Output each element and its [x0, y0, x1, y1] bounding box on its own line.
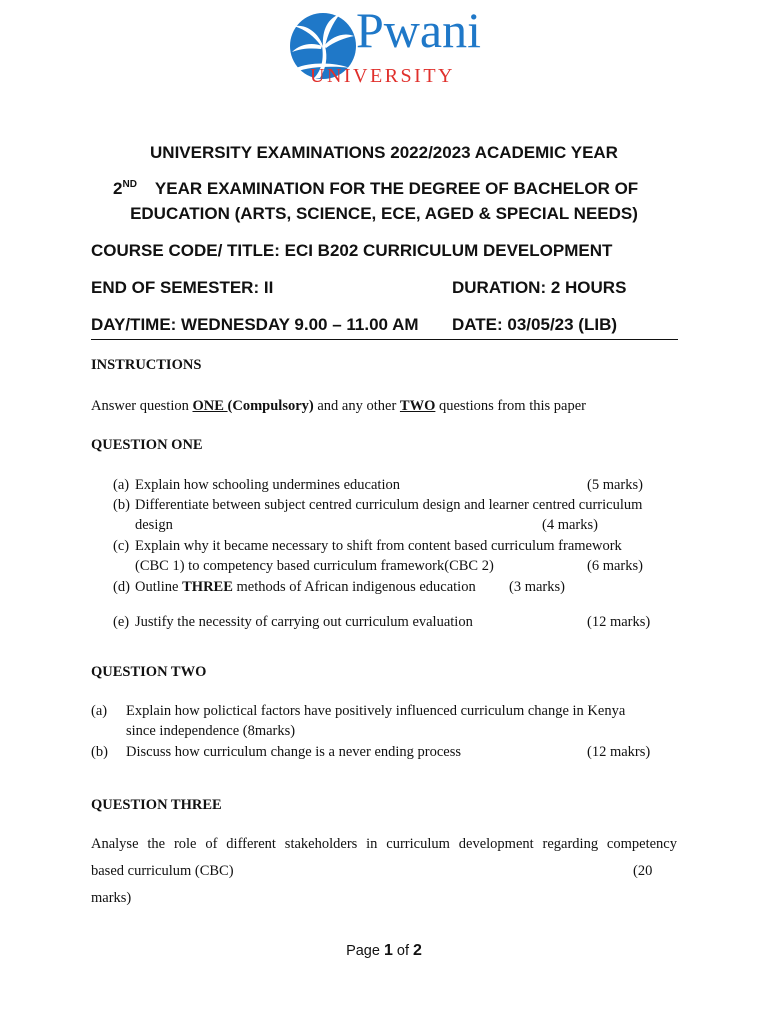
q1-c-label: (c): [113, 538, 130, 554]
instr-two: TWO: [399, 398, 436, 414]
semester: END OF SEMESTER: II: [91, 278, 274, 297]
q1-e-label: (e): [113, 614, 130, 630]
question-two-heading: QUESTION TWO: [91, 664, 207, 680]
q1-e-text: Justify the necessity of carrying out curriculum evaluation: [135, 614, 473, 630]
q1-b-marks: (4 marks): [542, 517, 598, 533]
q1-b-label: (b): [113, 497, 130, 513]
exam-date: DATE: 03/05/23 (LIB): [452, 315, 618, 334]
q3-text-2: based curriculum (CBC): [91, 863, 234, 879]
q2-a-text-2: since independence (8marks): [126, 723, 296, 739]
q1-c-marks: (6 marks): [587, 558, 643, 574]
page-footer: [0, 942, 768, 960]
q2-b-text: Discuss how curriculum change is a never ending process: [126, 744, 462, 760]
instructions-heading: INSTRUCTIONS: [91, 357, 202, 373]
q2-a-text-1: Explain how polictical factors have positively influenced curriculum change in Kenya: [126, 703, 626, 719]
logo-wordmark: Pwani: [356, 2, 481, 58]
q1-d-bold: THREE: [182, 579, 233, 595]
q1-d-marks: (3 marks): [509, 579, 565, 595]
instr-part: questions from this paper: [435, 398, 586, 414]
year-number: 2: [113, 179, 123, 198]
footer-total-pages: 2: [413, 942, 422, 959]
q1-c-text-2: (CBC 1) to competency based curriculum framework(CBC 2): [135, 558, 494, 574]
q1-c-text-1: Explain why it became necessary to shift from content based curriculum framework: [135, 538, 622, 554]
instr-part: and any other: [313, 398, 400, 414]
q1-d-part: methods of African indigenous education: [232, 579, 476, 595]
q2-a-label: (a): [91, 703, 108, 719]
question-three-heading: QUESTION THREE: [91, 797, 222, 813]
duration: DURATION: 2 HOURS: [452, 278, 627, 297]
course-title: COURSE CODE/ TITLE: ECI B202 CURRICULUM DEVELOPMENT: [91, 241, 613, 260]
programme-text: YEAR EXAMINATION FOR THE DEGREE OF BACHELOR OF: [154, 179, 639, 198]
instr-one: ONE: [192, 398, 228, 414]
q3-text-1: Analyse the role of different stakeholders in curriculum development regarding competency: [91, 836, 677, 852]
q3-marks-word: marks): [91, 890, 132, 906]
year-suffix: ND: [122, 179, 137, 190]
question-one-heading: QUESTION ONE: [91, 437, 203, 453]
q1-b-text-2: design: [135, 517, 173, 533]
footer-page-label: Page: [346, 943, 384, 959]
q1-d-label: (d): [113, 579, 130, 595]
q3-marks-num: (20: [633, 863, 653, 879]
q2-b-marks: (12 makrs): [587, 744, 651, 760]
q1-a-marks: (5 marks): [587, 477, 643, 493]
q1-a-text: Explain how schooling undermines education: [135, 477, 400, 493]
instructions-text: [91, 396, 586, 416]
logo-subtitle: UNIVERSITY: [310, 65, 455, 87]
instr-part: Answer question: [91, 398, 193, 414]
q1-b-text-1: Differentiate between subject centred curriculum design and learner centred curriculum: [135, 497, 643, 513]
programme-line-2: EDUCATION (ARTS, SCIENCE, ECE, AGED & SPECIAL NEEDS): [130, 204, 638, 223]
exam-title: UNIVERSITY EXAMINATIONS 2022/2023 ACADEMIC YEAR: [150, 143, 618, 162]
footer-current-page: 1: [383, 942, 393, 959]
header-divider: [91, 339, 678, 340]
q2-b-label: (b): [91, 744, 108, 760]
q1-d-text: [135, 577, 476, 597]
programme-line-1: [113, 178, 638, 203]
instr-compulsory: (Compulsory): [227, 398, 314, 414]
day-time: DAY/TIME: WEDNESDAY 9.00 – 11.00 AM: [91, 315, 419, 334]
q1-d-part: Outline: [135, 579, 183, 595]
footer-of: of: [392, 943, 414, 959]
q1-e-marks: (12 marks): [587, 614, 651, 630]
q1-a-label: (a): [113, 477, 130, 493]
